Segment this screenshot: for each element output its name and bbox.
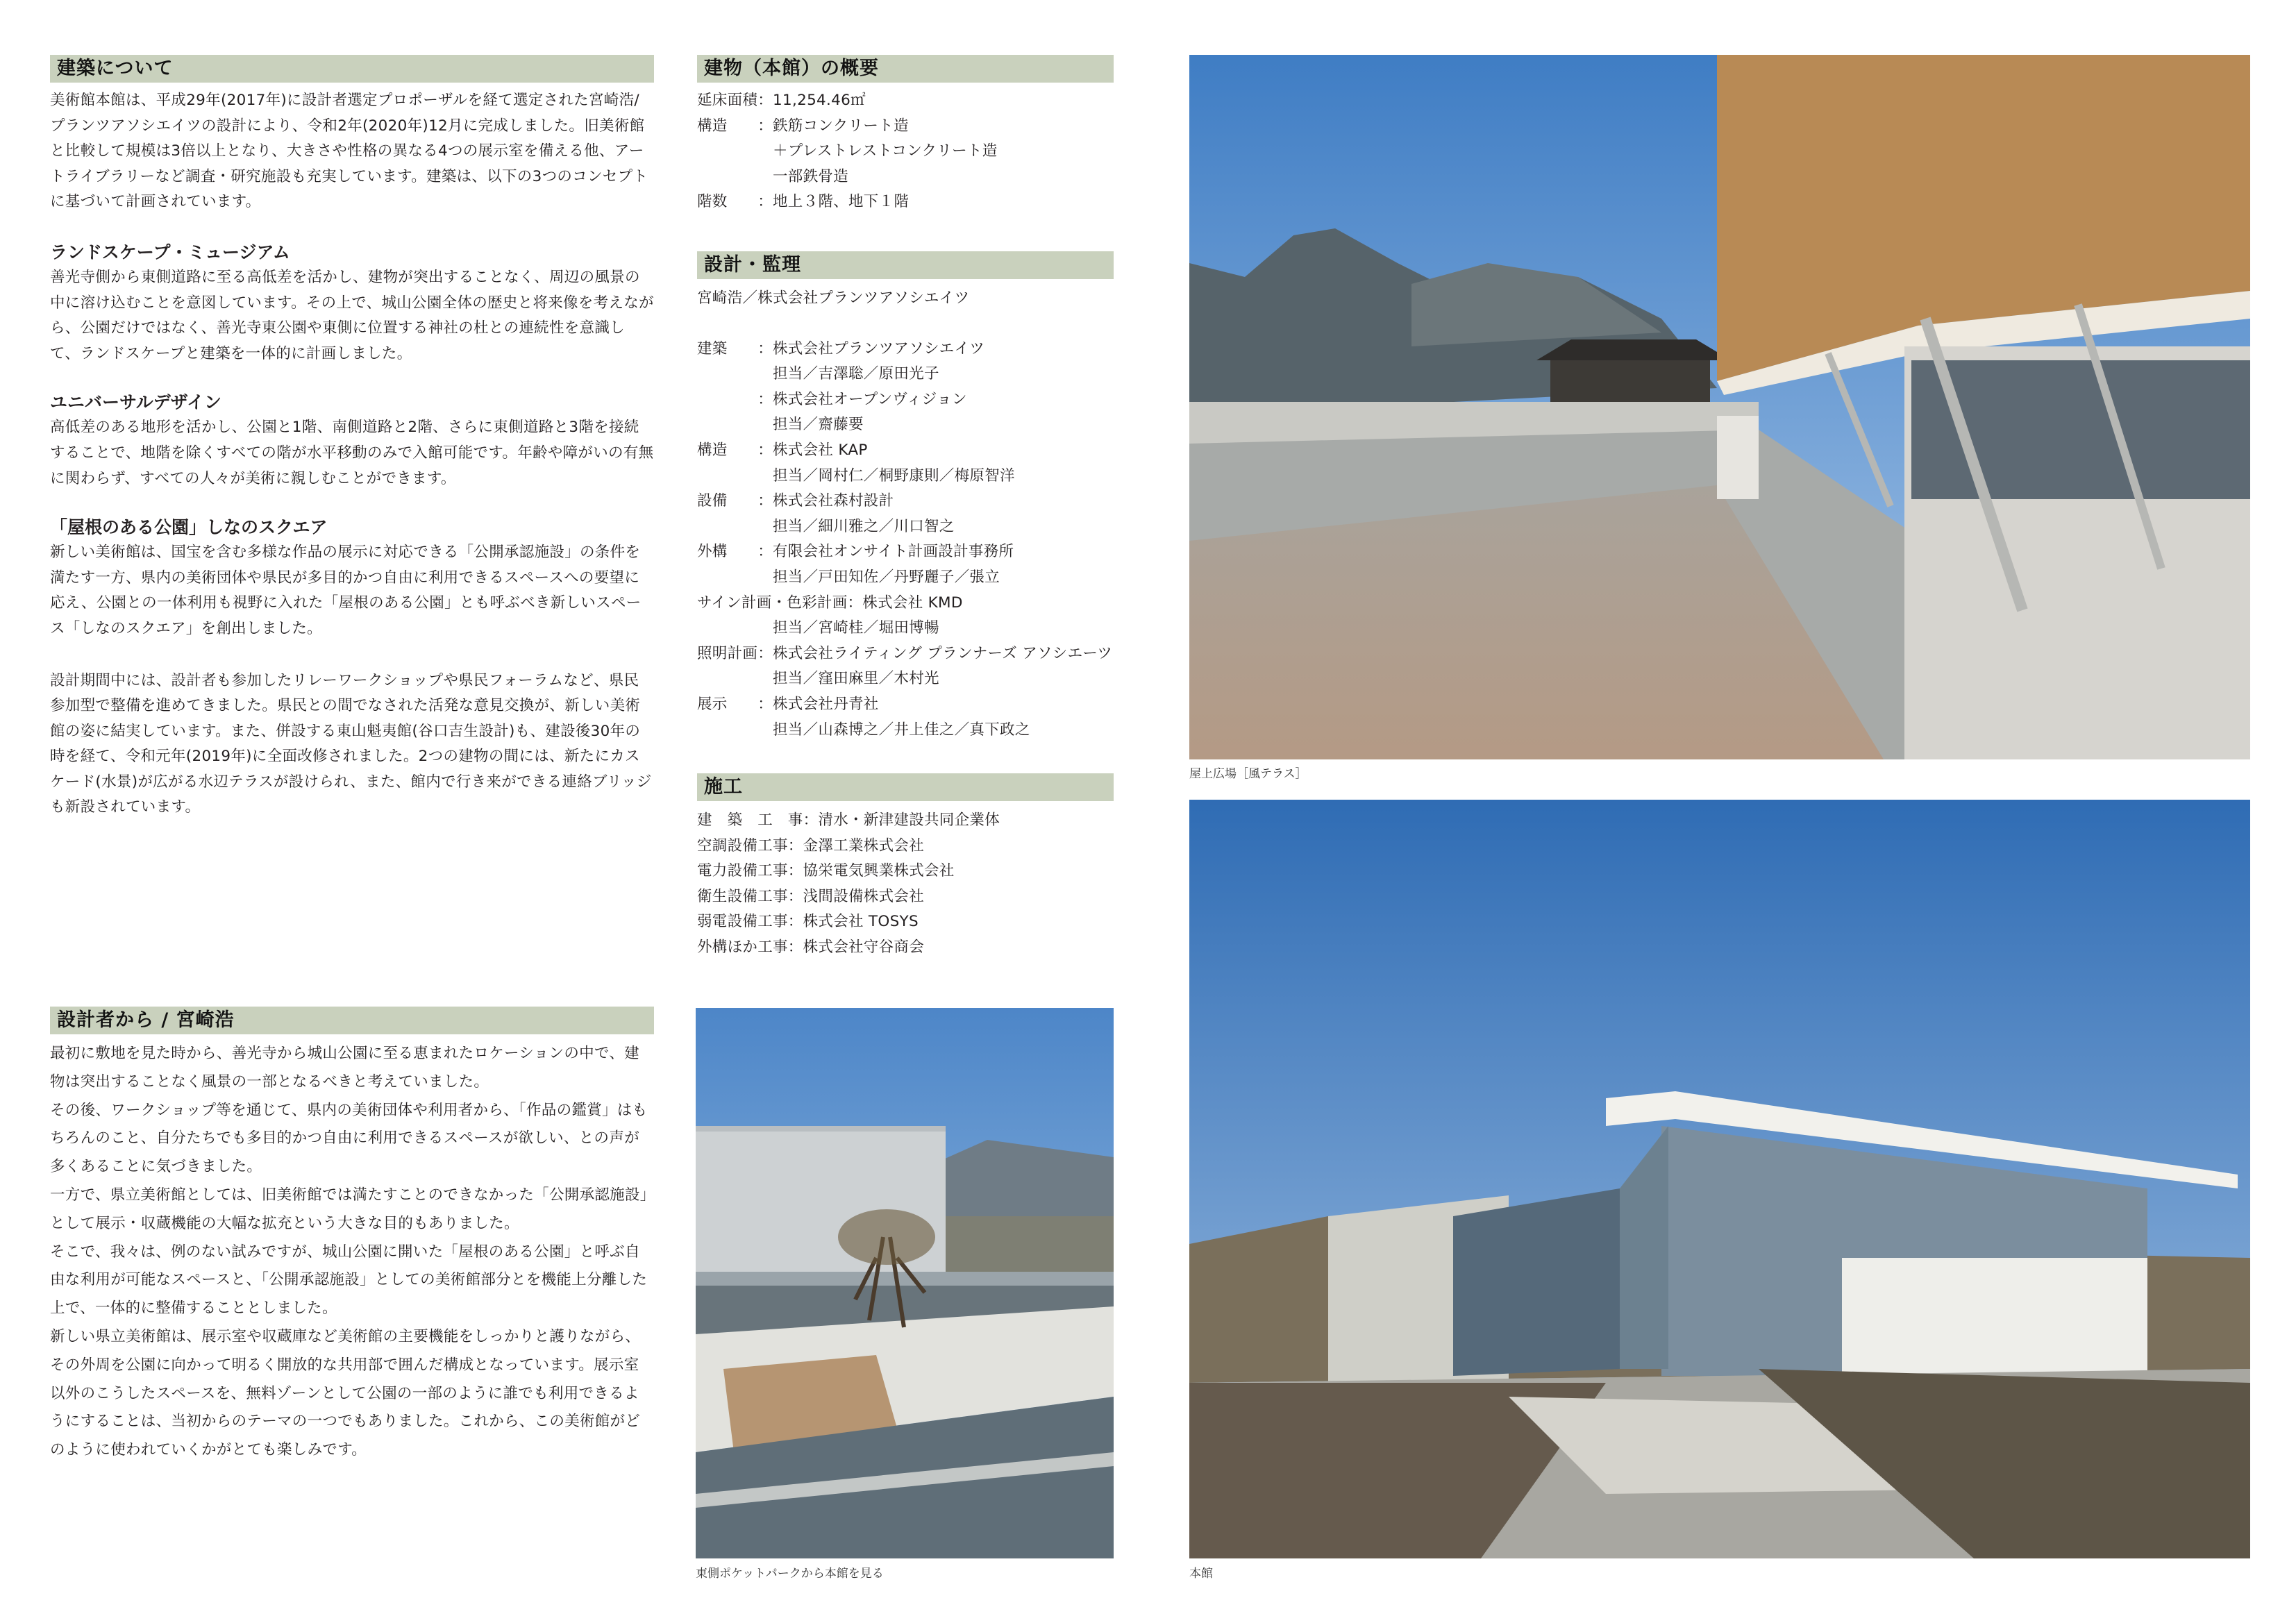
rooftop-photo-caption: 屋上広場［風テラス］ bbox=[1189, 767, 1307, 781]
supervision-line: 設備 ：株式会社森村設計 bbox=[697, 492, 894, 510]
supervision-section bbox=[697, 251, 1114, 743]
building-details bbox=[697, 88, 1114, 215]
architecture-heading: 建築について bbox=[50, 55, 654, 83]
designer-section bbox=[50, 1007, 654, 1465]
supervision-line: ：株式会社オープンヴィジョン bbox=[697, 390, 967, 408]
construction-line: 建 築 工 事：清水・新津建設共同企業体 bbox=[697, 812, 1000, 829]
supervision-line: 建築 ：株式会社プランツアソシエイツ bbox=[697, 339, 985, 358]
construction-details bbox=[697, 808, 1114, 961]
building-section bbox=[697, 55, 1114, 215]
building-line: 階数 ：地上３階、地下１階 bbox=[697, 193, 910, 211]
supervision-heading: 設計・監理 bbox=[697, 251, 1114, 279]
rooftop-terrace-photo bbox=[1189, 55, 2250, 759]
universal-title: ユニバーサルデザイン bbox=[50, 392, 222, 413]
landscape-text: 善光寺側から東側道路に至る高低差を活かし、建物が突出することなく、周辺の風景の中に溶け込むことを意図しています。その上で、城山公園全体の歴史と将来像を考えながら、公園だけではなく、善光寺東公園や東側に位置する神社の杜との連続性を意識して、ランドスケープと建築を一体的に計画しました。 bbox=[50, 268, 654, 362]
landscape-title: ランドスケープ・ミュージアム bbox=[50, 242, 290, 262]
building-line: 構造 ：鉄筋コンクリート造 bbox=[697, 117, 909, 135]
designer-text: 最初に敷地を見た時から、善光寺から城山公園に至る恵まれたロケーションの中で、建物は突出することなく風景の一部となるべきと考えていました。 その後、ワークショップ等を通じて、県内の美術団体や利用者から、「作品の鑑賞」はもちろんのこと、自分たちでも多目的かつ自由に利用できるスペースが欲しい、との声が多くあることに気づきました。 一方で、県立美術館としては、旧美術館では満たすことのできなかった「公開承認施設」として展示・収蔵機能の大幅な拡充という大きな目的もありました。 そこで、我々は、例のない試みですが、城山公園に開いた「屋根のある公園」と呼ぶ自由な利用が可能なスペースと、「公開承認施設」としての美術館部分とを機能上分離した上で、一体的に整備することとしました。 新しい県立美術館は、展示室や収蔵庫など美術館の主要機能をしっかりと護りながら、その外周を公園に向かって明るく開放的な共用部で囲んだ構成となっています。展示室以外のこうしたスペースを、無料ゾーンとして公園の一部のように誰でも利用できるようにすることは、当初からのテーマの一つでもありました。これから、この美術館がどのように使われていくかがとても楽しみです。 bbox=[50, 1045, 648, 1459]
construction-line: 空調設備工事：金澤工業株式会社 bbox=[697, 836, 925, 855]
square-title: 「屋根のある公園」しなのスクエア bbox=[50, 517, 328, 538]
building-line: 一部鉄骨造 bbox=[697, 167, 849, 185]
supervision-line: 担当／山森博之／井上佳之／真下政之 bbox=[697, 721, 1030, 739]
supervision-line: 担当／戸田知佐／丹野麗子／張立 bbox=[697, 568, 1000, 586]
supervision-line: 担当／岡村仁／桐野康則／梅原智洋 bbox=[697, 466, 1015, 485]
supervision-line: 構造 ：株式会社 KAP bbox=[697, 441, 868, 459]
courtyard-photo-caption: 東側ポケットパークから本館を見る bbox=[696, 1567, 884, 1581]
supervision-line: 照明計画：株式会社ライティング プランナーズ アソシエーツ bbox=[697, 644, 1113, 662]
design-process-text: 設計期間中には、設計者も参加したリレーワークショップや県民フォーラムなど、県民参加型で整備を進めてきました。県民との間でなされた活発な意見交換が、新しい美術館の姿に結実しています。また、併設する東山魁夷館(谷口吉生設計)も、建設後30年の時を経て、令和元年(2019年)に全面改修されました。2つの建物の間には、新たにカスケード(水景)が広がる水辺テラスが設けられ、また、館内で行き来ができる連絡ブリッジも新設されています。 bbox=[50, 671, 652, 816]
construction-line: 弱電設備工事：株式会社 TOSYS bbox=[697, 913, 919, 931]
supervision-lead: 宮崎浩／株式会社プランツアソシエイツ bbox=[697, 289, 970, 307]
construction-line: 電力設備工事：協栄電気興業株式会社 bbox=[697, 862, 955, 880]
building-line: ＋プレストレストコンクリート造 bbox=[697, 142, 998, 160]
universal-text: 高低差のある地形を活かし、公園と1階、南側道路と2階、さらに東側道路と3階を接続することで、地階を除くすべての階が水平移動のみで入館可能です。年齢や障がいの有無に関わらず、すべての人々が美術に親しむことができます。 bbox=[50, 419, 654, 487]
main-building-photo bbox=[1189, 800, 2250, 1558]
construction-line: 衛生設備工事：浅間設備株式会社 bbox=[697, 887, 925, 905]
supervision-line: サイン計画・色彩計画：株式会社 KMD bbox=[697, 594, 963, 612]
supervision-line: 担当／窪田麻里／木村光 bbox=[697, 670, 939, 688]
building-heading: 建物（本館）の概要 bbox=[697, 55, 1114, 83]
building-line: 延床面積：11,254.46㎡ bbox=[697, 92, 866, 109]
main-building-photo-caption: 本館 bbox=[1189, 1567, 1213, 1581]
supervision-line: 外構 ：有限会社オンサイト計画設計事務所 bbox=[697, 543, 1014, 561]
construction-heading: 施工 bbox=[697, 773, 1114, 801]
designer-heading: 設計者から / 宮崎浩 bbox=[50, 1007, 654, 1034]
courtyard-photo bbox=[696, 1008, 1114, 1558]
supervision-details bbox=[697, 337, 1114, 743]
supervision-line: 担当／細川雅之／川口智之 bbox=[697, 517, 955, 535]
construction-section bbox=[697, 773, 1114, 961]
architecture-section bbox=[50, 55, 654, 821]
supervision-line: 担当／吉澤聡／原田光子 bbox=[697, 365, 939, 383]
supervision-line: 担当／宮崎桂／堀田博暢 bbox=[697, 619, 939, 637]
supervision-line: 展示 ：株式会社丹青社 bbox=[697, 695, 879, 713]
supervision-line: 担当／齋藤要 bbox=[697, 416, 864, 434]
square-text: 新しい美術館は、国宝を含む多様な作品の展示に対応できる「公開承認施設」の条件を満たす一方、県内の美術団体や県民が多目的かつ自由に利用できるスペースへの要望に応え、公園との一体利用も視野に入れた「屋根のある公園」とも呼ぶべき新しいスペース「しなのスクエア」を創出しました。 bbox=[50, 544, 642, 637]
construction-line: 外構ほか工事：株式会社守谷商会 bbox=[697, 938, 925, 956]
architecture-intro: 美術館本館は、平成29年(2017年)に設計者選定プロポーザルを経て選定された宮崎浩/プランツアソシエイツの設計により、令和2年(2020年)12月に完成しました。旧美術館と比較して規模は3倍以上となり、大きさや性格の異なる4つの展示室を備える他、アートライブラリーなど調査・研究施設も充実しています。建築は、以下の3つのコンセプトに基づいて計画されています。 bbox=[50, 92, 648, 211]
